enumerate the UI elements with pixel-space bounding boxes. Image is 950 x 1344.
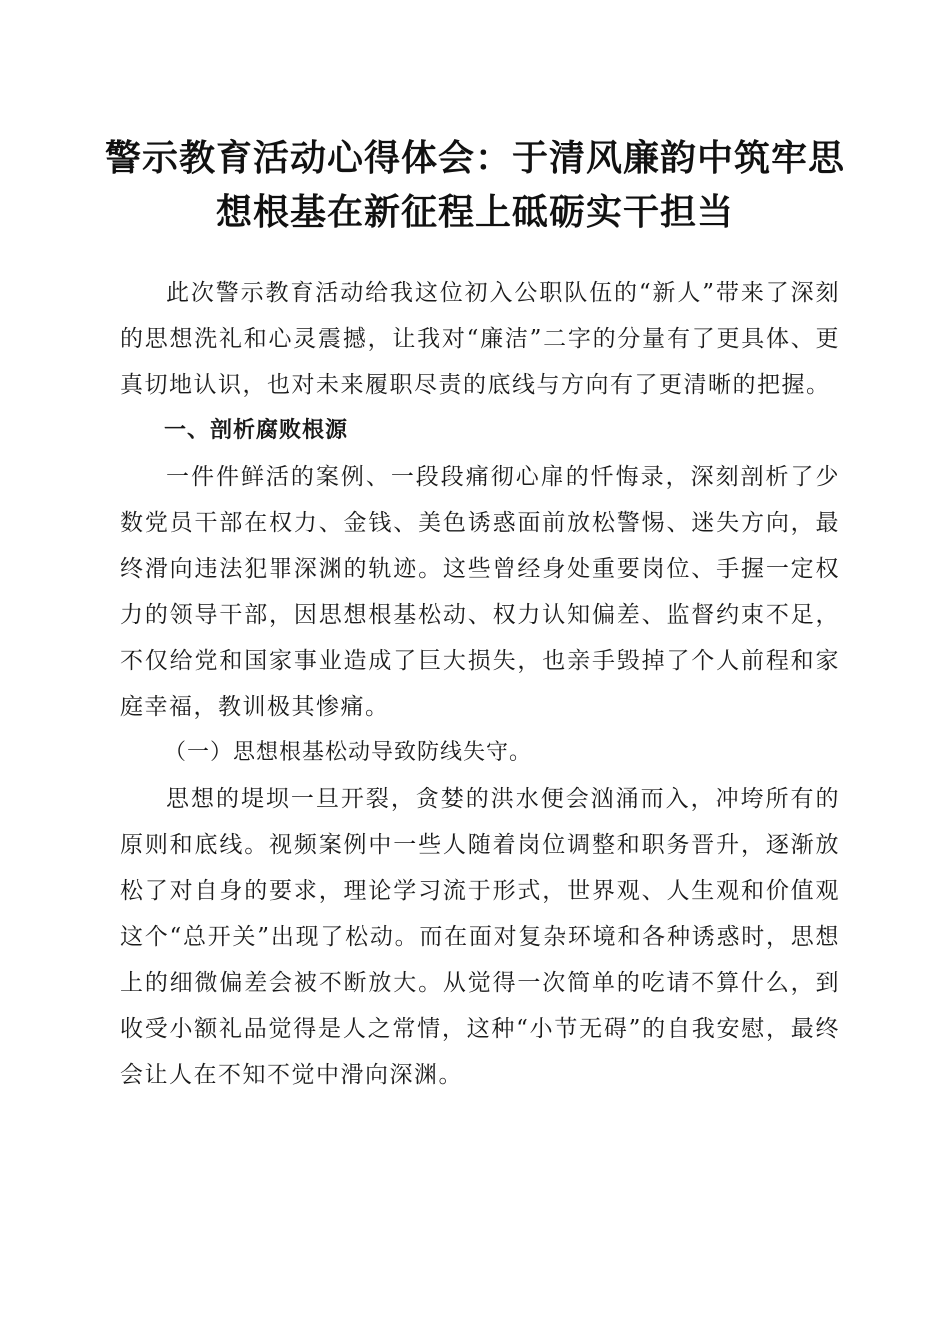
body-paragraph: 思想的堤坝一旦开裂，贪婪的洪水便会汹涌而入，冲垮所有的原则和底线。视频案例中一些人随着岗位调整和职务晋升，逐渐放松了对自身的要求，理论学习流于形式，世界观、人生观和价值观这个“总开关”出现了松动。而在面对复杂环境和各种诱惑时，思想上的细微偏差会被不断放大。从觉得一次简单的吃请不算什么，到收受小额礼品觉得是人之常情，这种“小节无碍”的自我安慰，最终会让人在不知不觉中滑向深渊。 [120,786,840,1088]
title-line-2: 想根基在新征程上砥砺实干担当 [215,192,734,233]
section-heading-1: 一、剖析腐败根源 [164,418,349,443]
subsection-heading-1: （一）思想根基松动导致防线失守。 [164,740,533,765]
body-paragraph: 一件件鲜活的案例、一段段痛彻心扉的忏悔录，深刻剖析了少数党员干部在权力、金钱、美色诱惑面前放松警惕、迷失方向，最终滑向违法犯罪深渊的轨迹。这些曾经身处重要岗位、手握一定权力的领导干部，因思想根基松动、权力认知偏差、监督约束不足，不仅给党和国家事业造成了巨大损失，也亲手毁掉了个人前程和家庭幸福，教训极其惨痛。 [120,464,840,720]
title-line-1: 警示教育活动心得体会：于清风廉韵中筑牢思 [104,138,845,179]
intro-paragraph: 此次警示教育活动给我这位初入公职队伍的“新人”带来了深刻的思想洗礼和心灵震撼，让我对“廉洁”二字的分量有了更具体、更真切地认识，也对未来履职尽责的底线与方向有了更清晰的把握。 [120,280,840,398]
document-body [120,270,840,1098]
document-title [100,132,850,240]
